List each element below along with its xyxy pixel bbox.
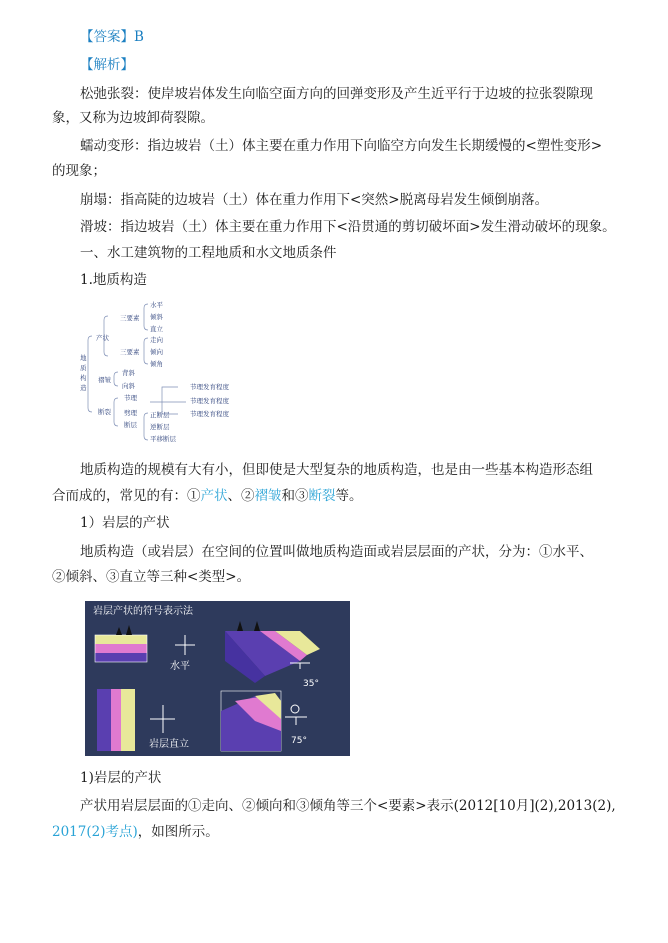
angle-35: 35°: [303, 679, 319, 689]
rock-attitude-symbol-figure: [85, 601, 350, 756]
exam-reference-link: 2017(2)考点): [52, 824, 138, 840]
subheading-attitude: 1）岩层的产状: [80, 515, 170, 531]
label-vertical: 岩层直立: [149, 739, 189, 750]
mindmap-leaf-dip-angle: 倾角: [150, 360, 163, 368]
answer-label: 【答案】: [80, 29, 134, 45]
mindmap-fault: 断裂: [98, 408, 111, 416]
mindmap-reverse-fault: 逆断层: [150, 423, 170, 431]
section-heading-1-1: 1.地质构造: [80, 272, 147, 288]
para-elements-2: 2017(2)考点)，如图所示。: [52, 824, 219, 840]
mindmap-joint-type-2: 节理发育程度: [190, 397, 229, 405]
mindmap-leaf-strike: 走向: [150, 336, 163, 344]
keyword-fold: 褶皱: [254, 488, 282, 504]
mindmap-joint: 节理: [124, 394, 137, 402]
para-elements-1: 产状用岩层层面的①走向、②倾向和③倾角等三个<要素>表示(2012[10月](2),2013(2),: [80, 798, 616, 814]
mindmap-root-1: 地: [80, 354, 87, 362]
mindmap-strike-slip: 平移断层: [150, 435, 176, 443]
section-heading-1: 一、水工建筑物的工程地质和水文地质条件: [80, 245, 337, 261]
para-landslide: 滑坡：指边坡岩（土）体主要在重力作用下<沿贯通的剪切破坏面>发生滑动破坏的现象。: [80, 219, 616, 235]
mindmap-leaf-horizontal: 水平: [150, 301, 163, 309]
mindmap-anticline: 背斜: [122, 369, 135, 377]
mindmap-leaf-vertical: 直立: [150, 325, 163, 333]
answer-line: [80, 28, 144, 46]
mindmap-normal-fault: 正断层: [150, 411, 170, 419]
answer-value: B: [134, 29, 144, 45]
label-horizontal: 水平: [170, 661, 190, 672]
mindmap-syncline: 向斜: [122, 382, 135, 390]
para-relaxation-1: 松弛张裂：使岸坡岩体发生向临空面方向的回弹变形及产生近平行于边坡的拉张裂隙现: [80, 86, 593, 102]
para-attitude-1: 地质构造（或岩层）在空间的位置叫做地质构造面或岩层层面的产状，分为：①水平、: [80, 544, 593, 560]
para-creep-2: 的现象；: [52, 163, 106, 179]
mindmap-cleavage: 劈理: [124, 409, 137, 417]
para-attitude-2: ②倾斜、③直立等三种<类型>。: [52, 569, 251, 585]
mindmap-fault-layer: 断层: [124, 421, 137, 429]
para-collapse: 崩塌：指高陡的边坡岩（土）体在重力作用下<突然>脱离母岩发生倾倒崩落。: [80, 192, 549, 208]
mindmap-leaf-dip-dir: 倾向: [150, 348, 163, 356]
mindmap-root-2: 质: [80, 364, 87, 372]
vertical-block: [97, 689, 135, 751]
analysis-heading: 【解析】: [80, 57, 134, 73]
keyword-fracture: 断裂: [308, 488, 336, 504]
geologic-structure-mindmap: [78, 296, 258, 448]
angle-75: 75°: [291, 736, 307, 746]
mindmap-fold: 褶皱: [98, 376, 111, 384]
subheading-attitude-2: 1)岩层的产状: [80, 770, 162, 786]
para-creep-1: 蠕动变形：指边坡岩（土）体主要在重力作用下向临空方向发生长期缓慢的<塑性变形>: [80, 138, 603, 154]
mindmap-joint-type-3: 节理发育程度: [190, 410, 229, 418]
para-structure-2: 合而成的，常见的有：①产状、②褶皱和③断裂等。: [52, 488, 363, 504]
mindmap-elements-a: 三要素: [120, 314, 140, 322]
mindmap-elements-b: 三要素: [120, 348, 140, 356]
mindmap-chanzhuang: 产状: [96, 334, 109, 342]
figure-title: 岩层产状的符号表示法: [93, 606, 193, 617]
mindmap-root-4: 造: [80, 384, 87, 392]
mindmap-root-3: 构: [80, 374, 87, 382]
mindmap-leaf-inclined: 倾斜: [150, 313, 163, 321]
keyword-attitude: 产状: [200, 488, 228, 504]
para-structure-1: 地质构造的规模有大有小，但即使是大型复杂的地质构造，也是由一些基本构造形态组: [80, 462, 593, 478]
para-relaxation-2: 象，又称为边坡卸荷裂隙。: [52, 110, 214, 126]
mindmap-joint-type-1: 节理发育程度: [190, 383, 229, 391]
